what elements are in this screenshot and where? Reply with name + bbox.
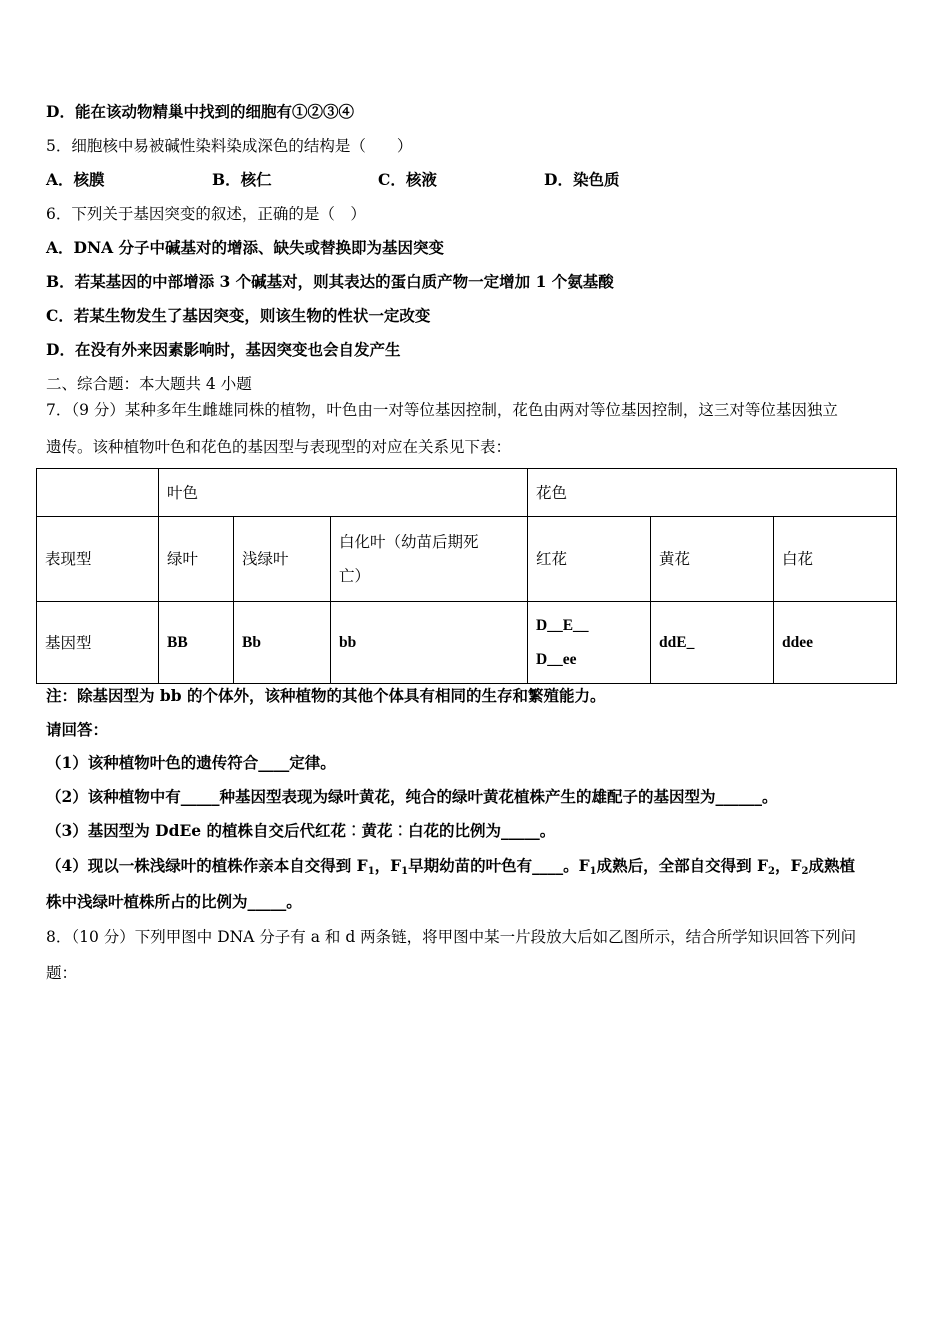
q5-option-a: A．核膜	[46, 170, 105, 189]
phenotype-albino-line1: 白化叶（幼苗后期死	[339, 533, 479, 551]
genotype-phenotype-table	[36, 468, 897, 684]
table-row-header	[37, 469, 897, 517]
genotype-yellow: ddE_	[651, 602, 774, 684]
q7-stem-line2: 遗传。该种植物叶色和花色的基因型与表现型的对应在关系见下表：	[46, 438, 512, 456]
q6-option-d: D．在没有外来因素影响时，基因突变也会自发产生	[46, 340, 401, 359]
q8-stem-line2: 题：	[46, 964, 78, 982]
q5-option-c: C．核液	[378, 170, 437, 189]
table-corner-cell	[37, 469, 159, 517]
q5-stem: 5．细胞核中易被碱性染料染成深色的结构是（ ）	[46, 137, 413, 155]
genotype-label: 基因型	[37, 602, 159, 684]
genotype-bb-dominant: BB	[159, 602, 234, 684]
q5-options	[46, 169, 710, 191]
genotype-red-line2: D__ee	[536, 650, 577, 668]
q7-sub1: （1）该种植物叶色的遗传符合____定律。	[46, 753, 336, 772]
q7-sub4-line2: 株中浅绿叶植株所占的比例为_____。	[46, 892, 302, 911]
q5-option-d: D．染色质	[544, 170, 620, 189]
table-row-genotype	[37, 602, 897, 684]
q6-option-b: B．若某基因的中部增添 3 个碱基对，则其表达的蛋白质产物一定增加 1 个氨基酸	[46, 272, 614, 291]
phenotype-green: 绿叶	[159, 517, 234, 602]
genotype-red	[528, 602, 651, 684]
q6-option-a: A．DNA 分子中碱基对的增添、缺失或替换即为基因突变	[46, 238, 445, 257]
q7-sub3: （3）基因型为 DdEe 的植株自交后代红花︰黄花︰白花的比例为_____。	[46, 821, 556, 840]
q4-option-d: D．能在该动物精巢中找到的细胞有①②③④	[46, 102, 354, 121]
q8-stem-line1: 8．（10 分）下列甲图中 DNA 分子有 a 和 d 两条链，将甲图中某一片段放大后如乙图所示，结合所学知识回答下列问	[46, 928, 857, 946]
q7-ask: 请回答：	[46, 720, 109, 739]
phenotype-label: 表现型	[37, 517, 159, 602]
phenotype-albino-line2: 亡）	[339, 567, 371, 585]
table-row-phenotype	[37, 517, 897, 602]
q6-option-c: C．若某生物发生了基因突变，则该生物的性状一定改变	[46, 306, 431, 325]
phenotype-yellow: 黄花	[651, 517, 774, 602]
q7-stem-line1: 7．（9 分）某种多年生雌雄同株的植物，叶色由一对等位基因控制，花色由两对等位基因控制，这三对等位基因独立	[46, 401, 838, 419]
genotype-white: ddee	[774, 602, 897, 684]
q7-sub2: （2）该种植物中有_____种基因型表现为绿叶黄花，纯合的绿叶黄花植株产生的雄配子的基因型为______。	[46, 787, 778, 806]
phenotype-white: 白花	[774, 517, 897, 602]
phenotype-red: 红花	[528, 517, 651, 602]
genotype-bb-recessive: bb	[331, 602, 528, 684]
q7-note: 注：除基因型为 bb 的个体外，该种植物的其他个体具有相同的生存和繁殖能力。	[46, 686, 606, 705]
q6-stem: 6．下列关于基因突变的叙述，正确的是（ ）	[46, 205, 366, 223]
q5-option-b: B．核仁	[212, 170, 272, 189]
leaf-color-header: 叶色	[159, 469, 528, 517]
q7-sub4-line1: （4）现以一株浅绿叶的植株作亲本自交得到 $F_1$，$F_1$早期幼苗的叶色有____。$F_1$成熟后，全部自交得到 $F_2$，$F_2$成熟植	[46, 856, 855, 877]
phenotype-albino	[331, 517, 528, 602]
phenotype-light-green: 浅绿叶	[234, 517, 331, 602]
genotype-red-line1: D__E__	[536, 616, 589, 634]
genotype-bb-hetero: Bb	[234, 602, 331, 684]
flower-color-header: 花色	[528, 469, 897, 517]
section-heading: 二、综合题：本大题共 4 小题	[46, 375, 252, 393]
